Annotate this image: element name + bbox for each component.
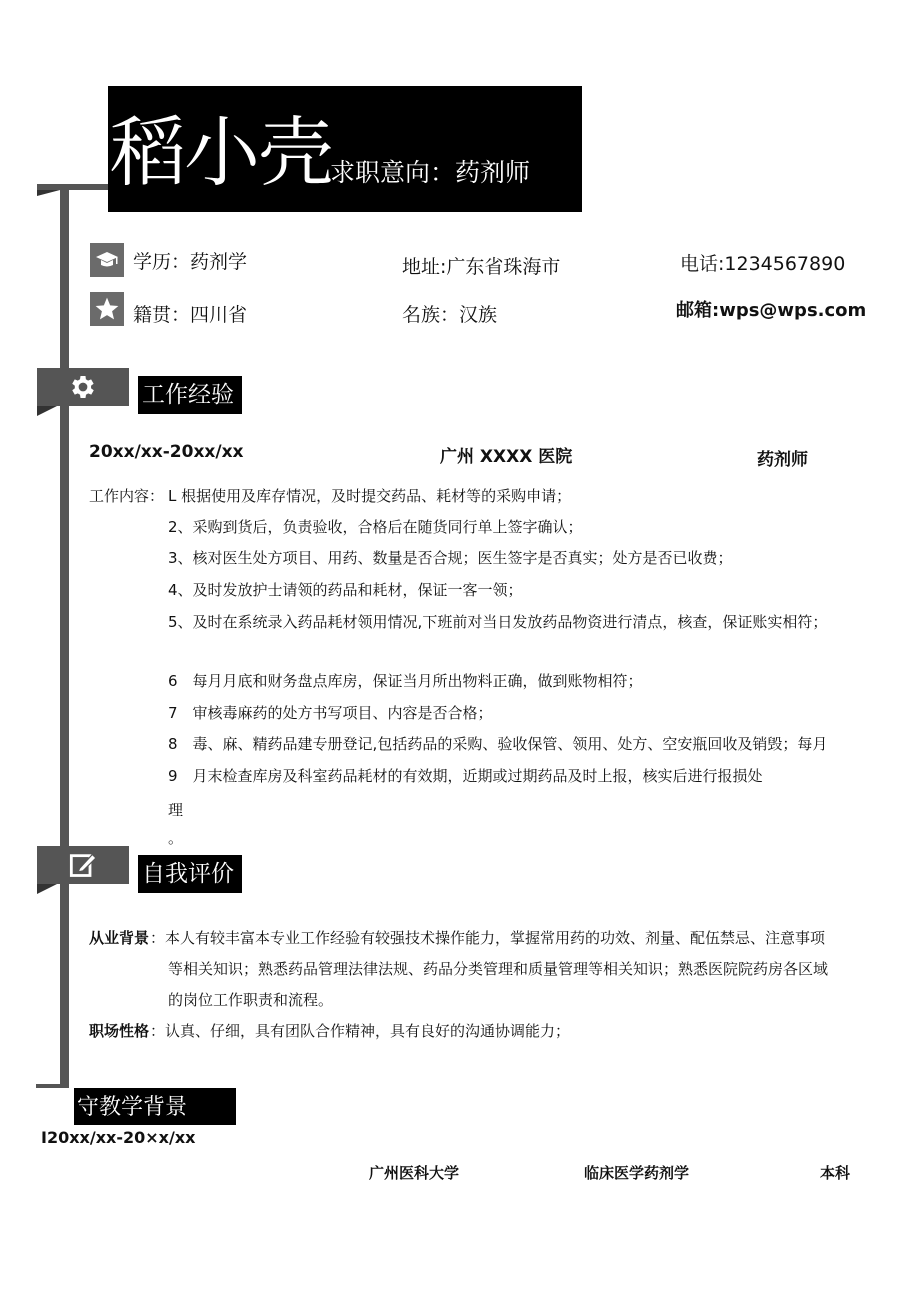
background-label: 从业背景 [89, 929, 150, 947]
work-item: 7 审核毒麻药的处方书写项目、内容是否合格； [168, 704, 493, 722]
education-info: 学历：药剂学 [133, 251, 248, 273]
self-eval-section-tab-fold [37, 884, 57, 894]
work-item: 8 毒、麻、精药品建专册登记,包括药品的采购、验收保管、领用、处方、空安瓶回收及销毁；每月 [168, 735, 828, 753]
education-school: 广州医科大学 [369, 1164, 460, 1182]
work-item: 5、及时在系统录入药品耗材领用情况,下班前对当日发放药品物资进行清点，核查，保证账实相符； [168, 613, 828, 631]
candidate-name: 稻小壳 [110, 108, 332, 197]
work-section-tab-fold [37, 406, 57, 416]
native-place-info: 籍贯：四川省 [133, 304, 248, 326]
job-intent: 求职意向：药剂师 [330, 158, 531, 187]
work-item: 。 [168, 829, 184, 847]
work-position: 药剂师 [757, 450, 808, 470]
email-info: 邮箱:wps@wps.com [676, 300, 867, 321]
education-section-title: 守教学背景 [77, 1095, 188, 1120]
personality-label: 职场性格 [89, 1022, 150, 1040]
background-line: 等相关知识；熟悉药品管理法律法规、药品分类管理和质量管理等相关知识；熟悉医院院药房各区域 [168, 960, 829, 978]
work-section-badge [37, 368, 129, 406]
background-line: ：本人有较丰富本专业工作经验有较强技术操作能力，掌握常用药的功效、剂量、配伍禁忌、注意事项 [150, 929, 826, 947]
education-degree: 本科 [820, 1164, 851, 1182]
ethnicity-info: 名族：汉族 [402, 304, 498, 326]
star-icon [90, 292, 124, 326]
work-period: 20xx/xx-20xx/xx [89, 442, 244, 462]
edit-icon [69, 851, 97, 879]
timeline-top-tick [37, 190, 60, 196]
address-info: 地址:广东省珠海市 [402, 256, 561, 278]
work-item: 6 每月月底和财务盘点库房，保证当月所出物料正确，做到账物相符； [168, 672, 643, 690]
self-eval-section-title: 自我评价 [138, 855, 242, 893]
work-item: 理 [168, 801, 184, 819]
self-eval-section-badge [37, 846, 129, 884]
graduation-cap-icon [90, 243, 124, 277]
work-content-label: 工作内容： [89, 487, 165, 505]
work-item: L 根据使用及库存情况，及时提交药品、耗材等的采购申请； [168, 487, 572, 505]
personality-text: ：认真、仔细，具有团队合作精神，具有良好的沟通协调能力； [150, 1022, 571, 1040]
gear-icon [68, 372, 98, 402]
timeline-bar [60, 186, 69, 1087]
phone-info: 电话:1234567890 [680, 253, 846, 275]
work-section-title: 工作经验 [138, 376, 242, 414]
education-period: I20xx/xx-20×x/xx [41, 1128, 196, 1147]
work-item: 3、核对医生处方项目、用药、数量是否合规；医生签字是否真实；处方是否已收费； [168, 549, 733, 567]
work-company: 广州 XXXX 医院 [440, 447, 573, 467]
background-line: 的岗位工作职责和流程。 [168, 991, 334, 1009]
work-item: 4、及时发放护士请领的药品和耗材，保证一客一领； [168, 581, 523, 599]
education-major: 临床医学药剂学 [584, 1164, 690, 1182]
work-item: 2、采购到货后，负责验收，合格后在随货同行单上签字确认； [168, 518, 583, 536]
timeline-bottom-connector [36, 1084, 69, 1088]
work-item: 9 月末检查库房及科室药品耗材的有效期，近期或过期药品及时上报，核实后进行报损处 [168, 767, 763, 785]
